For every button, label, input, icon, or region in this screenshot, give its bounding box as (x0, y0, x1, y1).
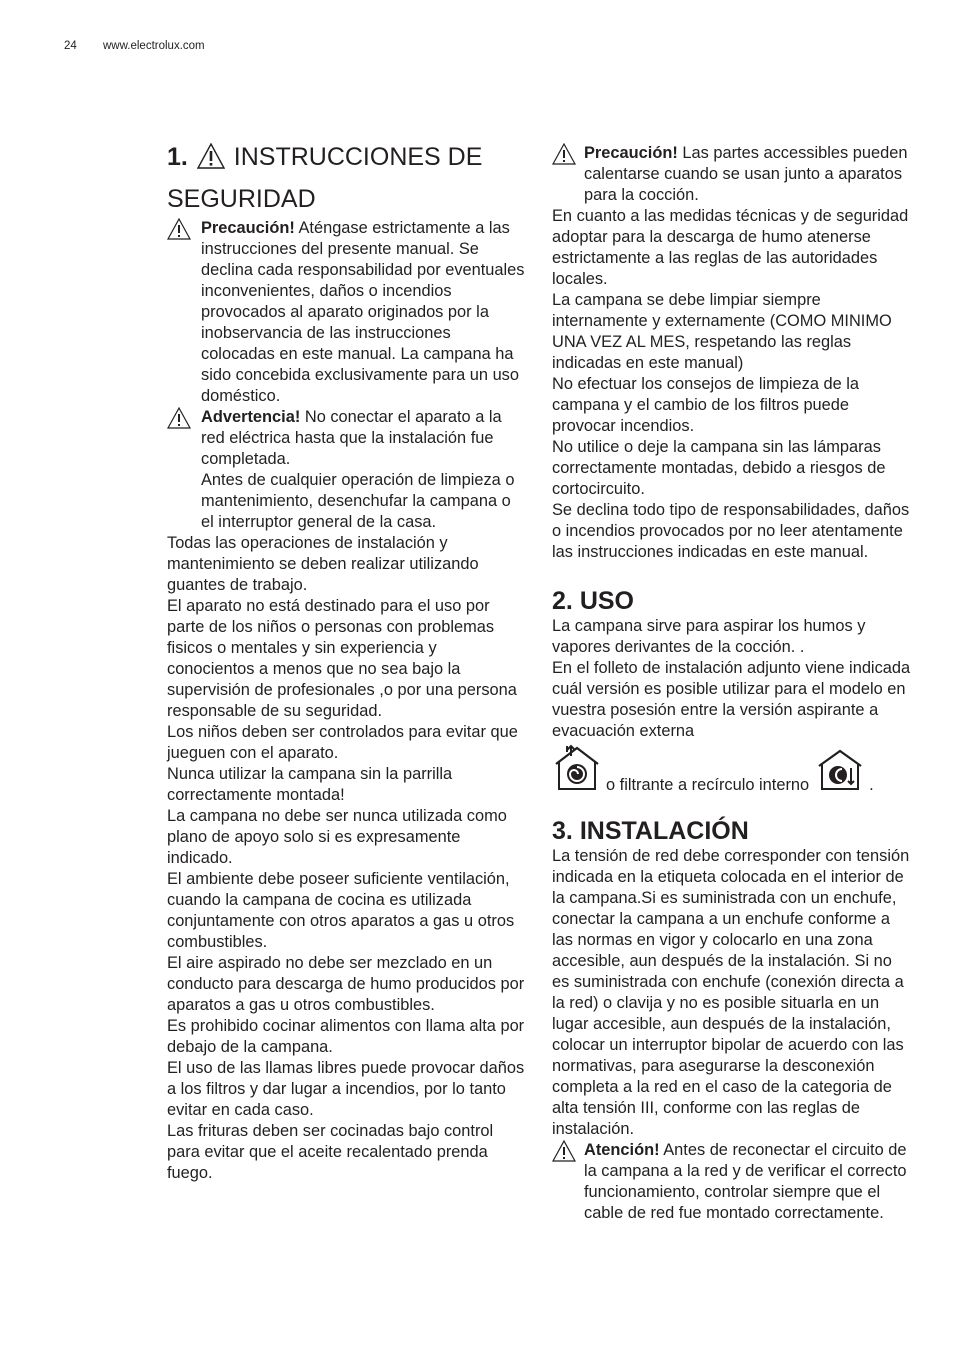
recirculation-house-icon (815, 748, 865, 798)
warning-triangle-icon (552, 143, 576, 165)
section3-number: 3. (552, 817, 573, 845)
paragraph: Nunca utilizar la campana sin la parrilla correctamente montada! (167, 765, 453, 804)
caution-block-2 (552, 143, 912, 206)
attention-block (552, 1140, 912, 1224)
section2-heading (552, 586, 912, 616)
section2-number: 2. (552, 587, 573, 615)
section1-title-line2: SEGURIDAD (167, 185, 316, 213)
section1-heading (167, 138, 527, 218)
paragraph: Los niños deben ser controlados para evitar que jueguen con el aparato. (167, 723, 518, 762)
icon-caption: o filtrante a recírculo interno (606, 776, 810, 794)
caution-text: Aténgase estrictamente a las instrucciones del presente manual. Se declina cada responsabilidad por eventuales inconvenientes, daños o incendios provocados al aparato originados por la inobservancia de las instrucciones colocadas en este manual. La campana ha sido concebida exclusivamente para un uso doméstico. (201, 219, 525, 405)
paragraph: Las frituras deben ser cocinadas bajo control para evitar que el aceite recalentado prenda fuego. (167, 1122, 494, 1182)
paragraph: No utilice o deje la campana sin las lámparas correctamente montadas, debido a riesgos de cortocircuito. (552, 438, 886, 498)
version-icons-row (552, 752, 912, 798)
caution-label: Precaución! (584, 144, 678, 162)
icon-end-punct: . (869, 776, 874, 794)
warning-triangle-icon (552, 1140, 576, 1162)
section3-title: INSTALACIÓN (579, 817, 749, 845)
section3-heading (552, 816, 912, 846)
paragraph: El aire aspirado no debe ser mezclado en un conducto para descarga de humo producidos por aparatos a gas u otros combustibles. (167, 954, 525, 1014)
paragraph: La tensión de red debe corresponder con tensión indicada en la etiqueta colocada en el interior de la campana.Si es suministrada con un enchufe, conectar la campana a un enchufe conforme a las normas en vigor y colocarlo en una zona accesible, aun después de la instalación. Si no es suministrada con enchufe (conexión directa a la red) o clavija y no es posible situarla en un lugar accesible, aun después de la instalación, colocar un interruptor bipolar de acuerdo con las normativas, para asegurarse la desconexión completa a la red en el caso de la categoria de alta tensión III, conforme con las reglas de instalación. (552, 847, 910, 1138)
warning-block (167, 407, 527, 533)
paragraph: El uso de las llamas libres puede provocar daños a los filtros y dar lugar a incendios, por lo tanto evitar en cada caso. (167, 1059, 525, 1119)
exhaust-house-icon (552, 744, 602, 798)
warning-triangle-icon (197, 142, 225, 180)
right-column (552, 143, 912, 1224)
caution-label: Precaución! (201, 219, 295, 237)
warning-label: Advertencia! (201, 408, 301, 426)
paragraph: La campana se debe limpiar siempre internamente y externamente (COMO MINIMO UNA VEZ AL MES, respetando las reglas indicadas en este manual) (552, 291, 892, 372)
paragraph: El aparato no está destinado para el uso por parte de los niños o personas con problemas fisicos o mentales y sin experiencia y conocientos a menos que no sea bajo la supervisión de profesionales ,o por una persona responsable de su seguridad. (167, 597, 517, 720)
header-url: www.electrolux.com (103, 40, 205, 52)
paragraph: No efectuar los consejos de limpieza de la campana y el cambio de los filtros puede provocar incendios. (552, 375, 860, 435)
attention-text: Antes de reconectar el circuito de la campana a la red y de verificar el correcto funcionamiento, controlar siempre que el cable de red fue montado correctamente. (584, 1141, 907, 1222)
caution-block-1 (167, 218, 527, 407)
left-column (167, 138, 527, 1184)
paragraph: La campana sirve para aspirar los humos y vapores derivantes de la cocción. . (552, 617, 866, 656)
section2-title: USO (579, 587, 634, 615)
warning-triangle-icon (167, 218, 191, 240)
warning-text: No conectar el aparato a la red eléctrica hasta que la instalación fue completada. (201, 408, 502, 468)
warning-triangle-icon (167, 407, 191, 429)
warning-text-2: Antes de cualquier operación de limpieza o mantenimiento, desenchufar la campana o el interruptor general de la casa. (201, 471, 515, 531)
page-number: 24 (64, 40, 77, 52)
caution-text: Las partes accessibles pueden calentarse cuando se usan junto a aparatos para la cocción. (584, 144, 908, 204)
section1-number: 1. (167, 143, 188, 171)
attention-label: Atención! (584, 1141, 660, 1159)
paragraph: Todas las operaciones de instalación y mantenimiento se deben realizar utilizando guantes de trabajo. (167, 534, 479, 594)
paragraph: El ambiente debe poseer suficiente ventilación, cuando la campana de cocina es utilizada conjuntamente con otros aparatos a gas u otros combustibles. (167, 870, 515, 951)
paragraph: En cuanto a las medidas técnicas y de seguridad adoptar para la descarga de humo atenerse estrictamente a las reglas de las autoridades locales. (552, 207, 909, 288)
paragraph: Es prohibido cocinar alimentos con llama alta por debajo de la campana. (167, 1017, 525, 1056)
paragraph: La campana no debe ser nunca utilizada como plano de apoyo solo si es expresamente indicado. (167, 807, 507, 867)
paragraph: Se declina todo tipo de responsabilidades, daños o incendios provocados por no leer atentamente las instrucciones indicadas en este manual. (552, 501, 910, 561)
section1-title-line1: INSTRUCCIONES DE (233, 143, 483, 171)
paragraph: En el folleto de instalación adjunto viene indicada cuál versión es posible utilizar para el modelo en vuestra posesión entre la versión aspirante a evacuación externa (552, 659, 911, 740)
